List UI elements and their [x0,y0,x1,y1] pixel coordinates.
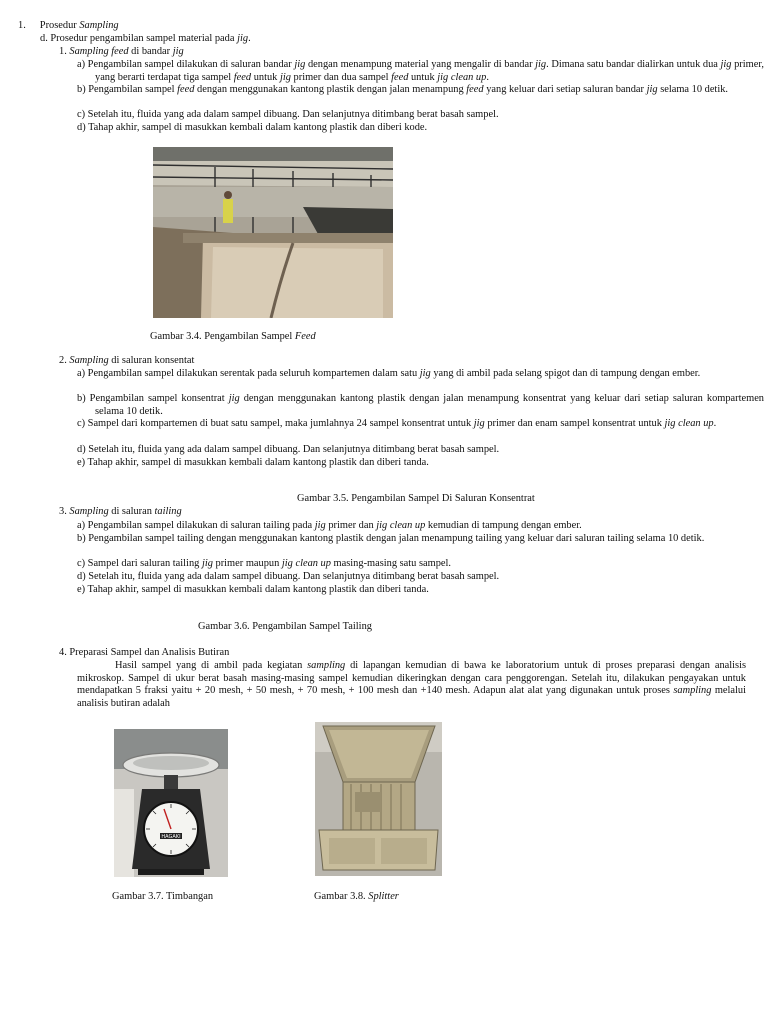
s1-title-italic2: jig [172,46,184,57]
t: selama 10 detik. [657,84,728,95]
t: feed [177,84,195,95]
t: jig clean up [376,520,426,531]
t: jig [279,71,291,83]
s1-item-d: d) Tahap akhir, sampel di masukkan kembali dalam kantong plastik dan diberi kode. [77,122,428,133]
t: a) Pengambilan sampel dilakukan di saluran tailing pada [77,520,315,531]
s3-item-b: b) Pengambilan sampel tailing dengan menggunakan kantong plastik dengan jalan menampung tailing yang keluar dari saluran tailing selama 10 detik. [77,533,705,544]
t: jig clean up [664,418,714,429]
subheading-italic: jig [237,33,249,44]
s2-title-rest: di saluran konsentat [108,355,195,366]
t: sampling [307,660,346,671]
splitter-illustration [315,722,442,876]
subheading [40,33,251,46]
t: a) Pengambilan sampel dilakukan di saluran bandar [77,59,295,70]
s2-item-d: d) Setelah itu, fluida yang ada dalam sampel dibuang. Dan selanjutnya ditimbang berat basah sampel. [77,444,500,455]
t: . Dimana satu bandar dialirkan untuk dua [546,59,721,70]
t: primer, yang berarti terdapat tiga sampel [95,59,764,83]
t: . [486,71,489,83]
caption-3-4-text: Gambar 3.4. Pengambilan Sampel [150,331,295,342]
caption-3-7: Gambar 3.7. Timbangan [112,891,214,902]
s3-title-mid: di saluran [108,506,155,517]
s1-item-b [77,84,764,97]
t: b) Pengambilan sampel konsentrat [77,393,229,404]
s3-title [59,506,182,519]
t: dengan menggunakan kantong plastik dengan jalan menampung konsentrat yang keluar dari setiap saluran kompartemen selama 10 detik. [95,393,765,417]
t: yang keluar dari setiap saluran bandar [483,84,647,95]
s3-title-num: 3. [59,506,70,517]
caption-3-5: Gambar 3.5. Pengambilan Sampel Di Saluran Konsentrat [297,493,535,504]
t: jig [228,393,240,404]
scale-brand-text: HAGAKI [161,834,181,840]
t: jig [314,520,326,531]
subheading-suffix: . [248,33,251,44]
s1-title-mid: di bandar [128,46,173,57]
t: jig [201,558,213,569]
t: Hasil sampel yang di ambil pada kegiatan [115,660,308,671]
feed-sampling-illustration [153,147,393,318]
t: primer dan dua sampel [290,71,392,83]
t: primer dan [325,520,377,531]
caption-3-8-italic: Splitter [368,891,399,902]
s3-item-c [77,558,451,571]
caption-3-4 [150,331,316,344]
t: jig [419,368,431,379]
t: jig [646,84,658,95]
t: kemudian di tampung dengan ember. [425,520,582,531]
t: jig clean up [281,558,331,569]
t: . [713,418,717,429]
s1-title-italic: Sampling feed [69,46,129,57]
t: jig [473,418,485,429]
t: dengan menggunakan kantong plastik dengan jalan menampung [194,84,467,95]
heading-number: 1. [18,20,26,31]
s1-item-a [77,59,764,84]
photo-splitter [315,722,442,876]
t: a) Pengambilan sampel dilakukan serentak pada seluruh kompartemen dalam satu [77,368,420,379]
t: jig [535,59,547,70]
s2-title-num: 2. [59,355,70,366]
photo-scale [114,729,228,877]
s2-item-e: e) Tahap akhir, sampel di masukkan kembali dalam kantong plastik dan diberi tanda. [77,457,429,468]
heading-text: Prosedur [39,20,80,31]
t: primer dan enam sampel konsentrat untuk [484,418,665,429]
t: yang di ambil pada selang spigot dan di tampung dengan ember. [430,368,701,379]
s4-paragraph [77,660,746,710]
s2-title-italic: Sampling [69,355,109,366]
t: feed [466,84,484,95]
s3-item-e: e) Tahap akhir, sampel di masukkan kembali dalam kantong plastik dan diberi tanda. [77,584,429,595]
s2-item-c [77,418,764,431]
s2-item-a [77,368,764,381]
t: di lapangan kemudian di bawa ke laboratorium untuk di proses preparasi dengan analisis mikroskop. Sampel di ukur berat basah masing-masing sampel kemudian dikeringkan dengan cara penggorengan. Setelah itu, dilakukan pengayakan untuk mendapatkan 5 fraksi yaitu + 20 mesh, + 50 mesh, + 70 mesh, + 100 mesh dan +140 mesh. Adapun alat alat yang digunakan untuk proses [77,660,747,697]
caption-3-8 [314,891,399,904]
s1-item-c: c) Setelah itu, fluida yang ada dalam sampel dibuang. Dan selanjutnya ditimbang berat basah sampel. [77,109,499,120]
subheading-text: d. Prosedur pengambilan sampel material pada [40,33,238,44]
t: c) Sampel dari saluran tailing [77,558,202,569]
s4-title: 4. Preparasi Sampel dan Analisis Butiran [59,647,230,658]
t: jig [720,59,732,70]
t: masing-masing satu sampel. [330,558,452,569]
t: primer maupun [212,558,282,569]
caption-3-6: Gambar 3.6. Pengambilan Sampel Tailing [198,621,372,632]
s3-item-d: d) Setelah itu, fluida yang ada dalam sampel dibuang. Dan selanjutnya ditimbang berat basah sampel. [77,571,500,582]
caption-3-8-text: Gambar 3.8. [314,891,369,902]
scale-illustration [114,729,228,877]
t: jig [294,59,306,70]
t: untuk [408,71,438,83]
heading-italic: Sampling [79,20,119,31]
caption-3-4-italic: Feed [294,331,316,342]
s2-item-b [77,393,764,418]
t: feed [233,71,252,83]
t: b) Pengambilan sampel [77,84,178,95]
s3-title-italic2: tailing [154,506,182,517]
s3-title-italic: Sampling [69,506,109,517]
t: untuk [251,71,280,83]
s1-title-num: 1. [59,46,70,57]
t: jig clean up [437,71,487,83]
t: dengan menampung material yang mengalir di bandar [305,59,536,70]
section-heading [18,20,119,33]
s1-title [59,46,184,59]
t: melalui analisis butiran adalah [77,685,747,709]
s3-item-a [77,520,582,533]
s2-title [59,355,194,368]
photo-feed-sampling [153,147,393,318]
t: c) Sampel dari kompartemen di buat satu sampel, maka jumlahnya 24 sampel konsentrat untuk [77,418,474,429]
t: feed [391,71,409,83]
t: sampling [673,685,712,697]
